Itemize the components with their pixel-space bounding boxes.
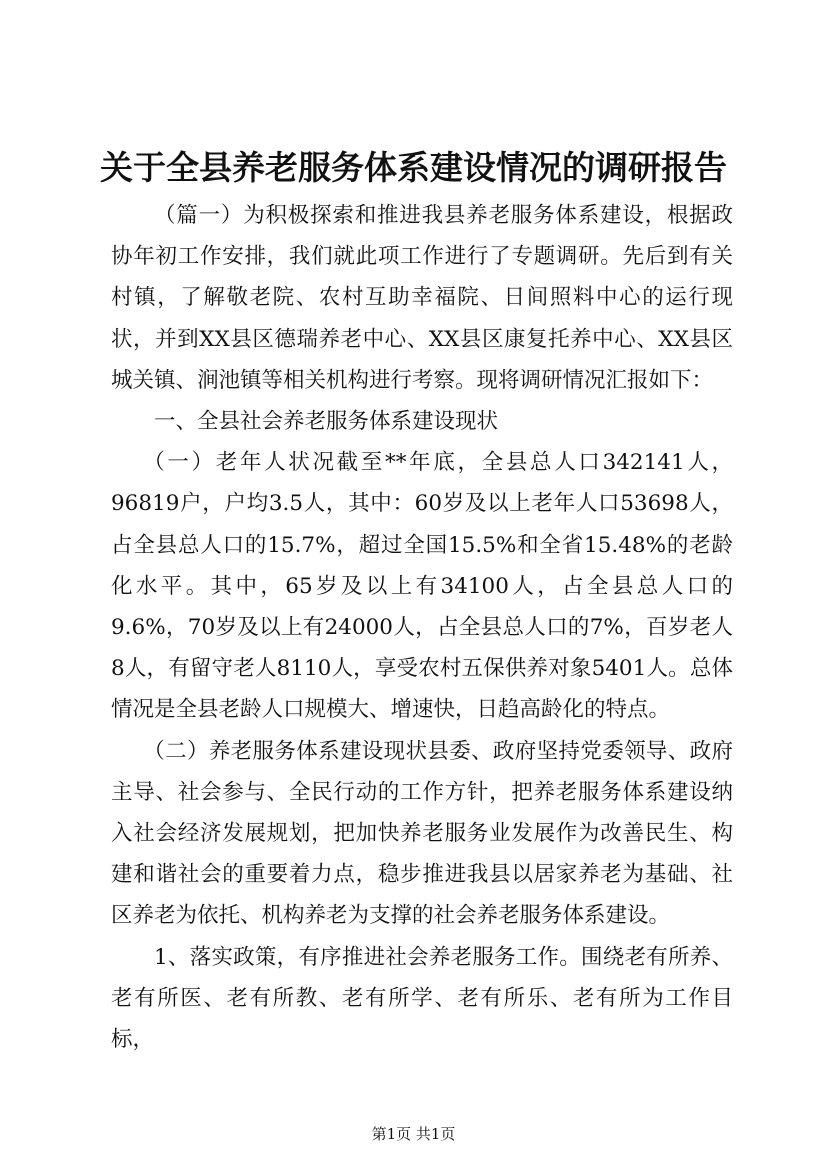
paragraph-intro: （篇一）为积极探索和推进我县养老服务体系建设，根据政协年初工作安排，我们就此项工作进行了专题调研。先后到有关村镇，了解敬老院、农村互助幸福院、日间照料中心的运行现状，并到XX县区德瑞养老中心、XX县区康复托养中心、XX县区城关镇、涧池镇等相关机构进行考察。现将调研情况汇报如下： [111, 203, 733, 393]
document-body [111, 195, 733, 1060]
page-footer: 第1页 共1页 [371, 1125, 456, 1143]
paragraph-elderly-status: （一）老年人状况截至**年底，全县总人口342141人，96819户，户均3.5人，其中：60岁及以上老年人口53698人，占全县总人口的15.7%，超过全国15.5%和全省15.48%的老龄化水平。其中，65岁及以上有34100人，占全县总人口的9.6%，70岁及以上有24000人，占全县总人口的7%，百岁老人8人，有留守老人8110人，享受农村五保供养对象5401人。总体情况是全县老龄人口规模大、增速快，日趋高龄化的特点。 [111, 450, 733, 723]
document-title: 关于全县养老服务体系建设情况的调研报告 [100, 148, 727, 187]
paragraph-service-status: （二）养老服务体系建设现状县委、政府坚持党委领导、政府主导、社会参与、全民行动的工作方针，把养老服务体系建设纳入社会经济发展规划，把加快养老服务业发展作为改善民生、构建和谐社会的重要着力点，稳步推进我县以居家养老为基础、社区养老为依托、机构养老为支撑的社会养老服务体系建设。 [111, 738, 733, 929]
paragraph-policy: 1、落实政策，有序推进社会养老服务工作。围绕老有所养、老有所医、老有所教、老有所学、老有所乐、老有所为工作目标， [111, 944, 733, 1053]
section-heading: 一、全县社会养老服务体系建设现状 [154, 409, 499, 435]
